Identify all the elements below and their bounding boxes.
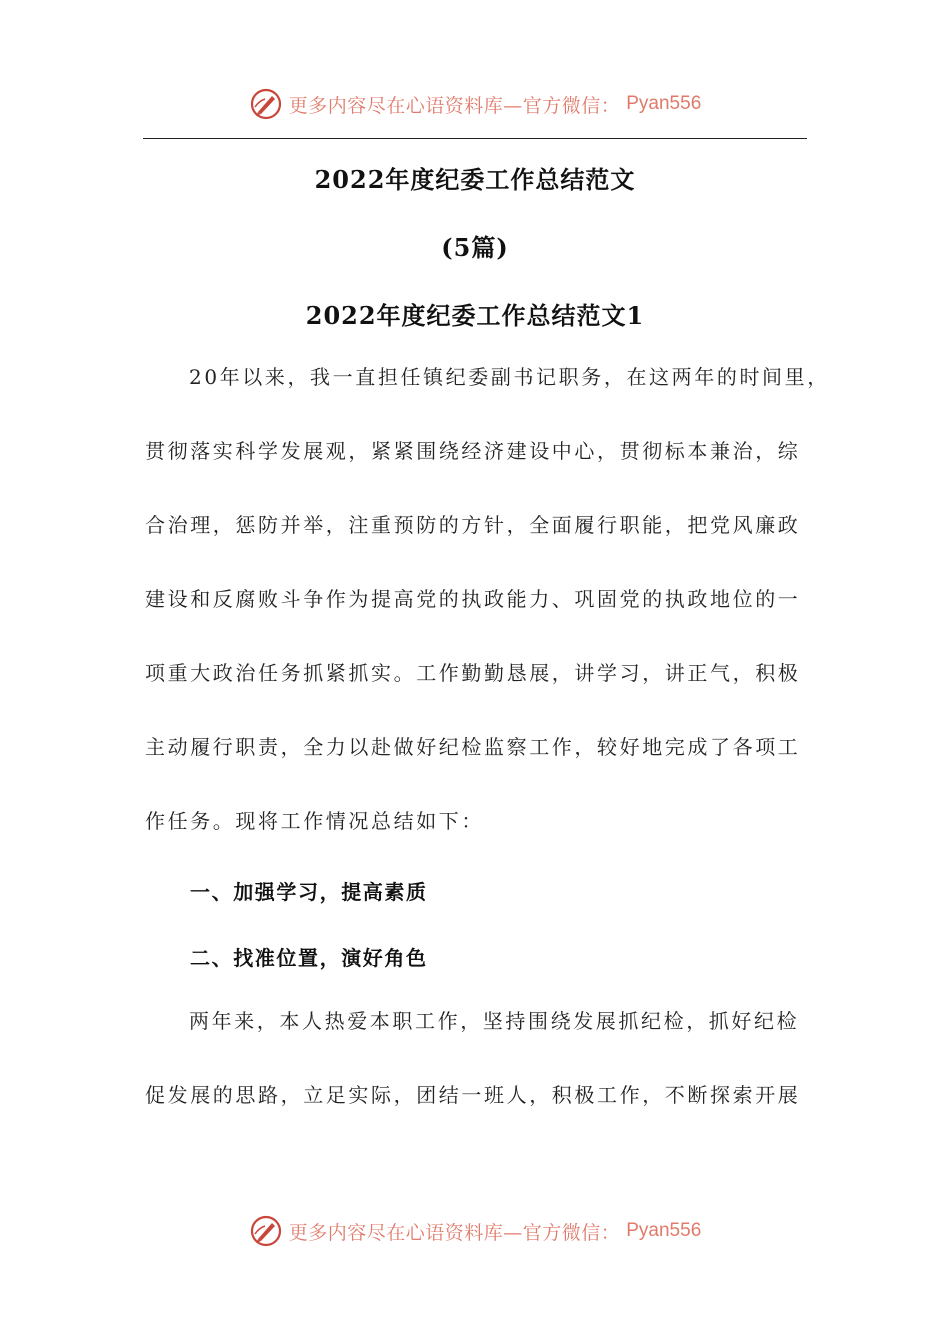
document-subtitle: (5篇): [441, 233, 509, 262]
heading-1: 一、加强学习，提高素质: [190, 880, 428, 904]
header-divider: [143, 138, 807, 139]
paragraph-line: 项重大政治任务抓紧抓实。工作勤勤恳展，讲学习，讲正气，积极: [145, 661, 801, 685]
heading-2: 二、找准位置，演好角色: [190, 946, 428, 970]
paragraph-line: 两年来，本人热爱本职工作，坚持围绕发展抓纪检，抓好纪检: [189, 1009, 800, 1033]
paragraph-line: 作任务。现将工作情况总结如下：: [145, 809, 484, 833]
paragraph-line: 建设和反腐败斗争作为提高党的执政能力、巩固党的执政地位的一: [145, 587, 801, 611]
paragraph-line: 促发展的思路，立足实际，团结一班人，积极工作，不断探索开展: [145, 1083, 801, 1107]
document-title: 2022年度纪委工作总结范文: [314, 165, 636, 194]
pen-logo-icon: [249, 1214, 283, 1248]
paragraph-line: 贯彻落实科学发展观，紧紧围绕经济建设中心，贯彻标本兼治，综: [145, 439, 801, 463]
footer-watermark: [0, 1211, 950, 1251]
header-watermark-id: Pyan556: [626, 93, 702, 114]
paragraph-line: 合治理，惩防并举，注重预防的方针，全面履行职能，把党风廉政: [145, 513, 801, 537]
header-watermark-text: 更多内容尽在心语资料库—官方微信：: [288, 94, 621, 117]
paragraph-line: 20年以来，我一直担任镇纪委副书记职务，在这两年的时间里，: [189, 365, 830, 389]
pen-logo-icon: [249, 87, 283, 121]
footer-watermark-text: 更多内容尽在心语资料库—官方微信：: [288, 1221, 621, 1244]
paragraph-line: 主动履行职责，全力以赴做好纪检监察工作，较好地完成了各项工: [145, 735, 801, 759]
header-watermark: [0, 84, 950, 124]
section-title: 2022年度纪委工作总结范文1: [305, 301, 645, 330]
footer-watermark-id: Pyan556: [626, 1220, 702, 1241]
